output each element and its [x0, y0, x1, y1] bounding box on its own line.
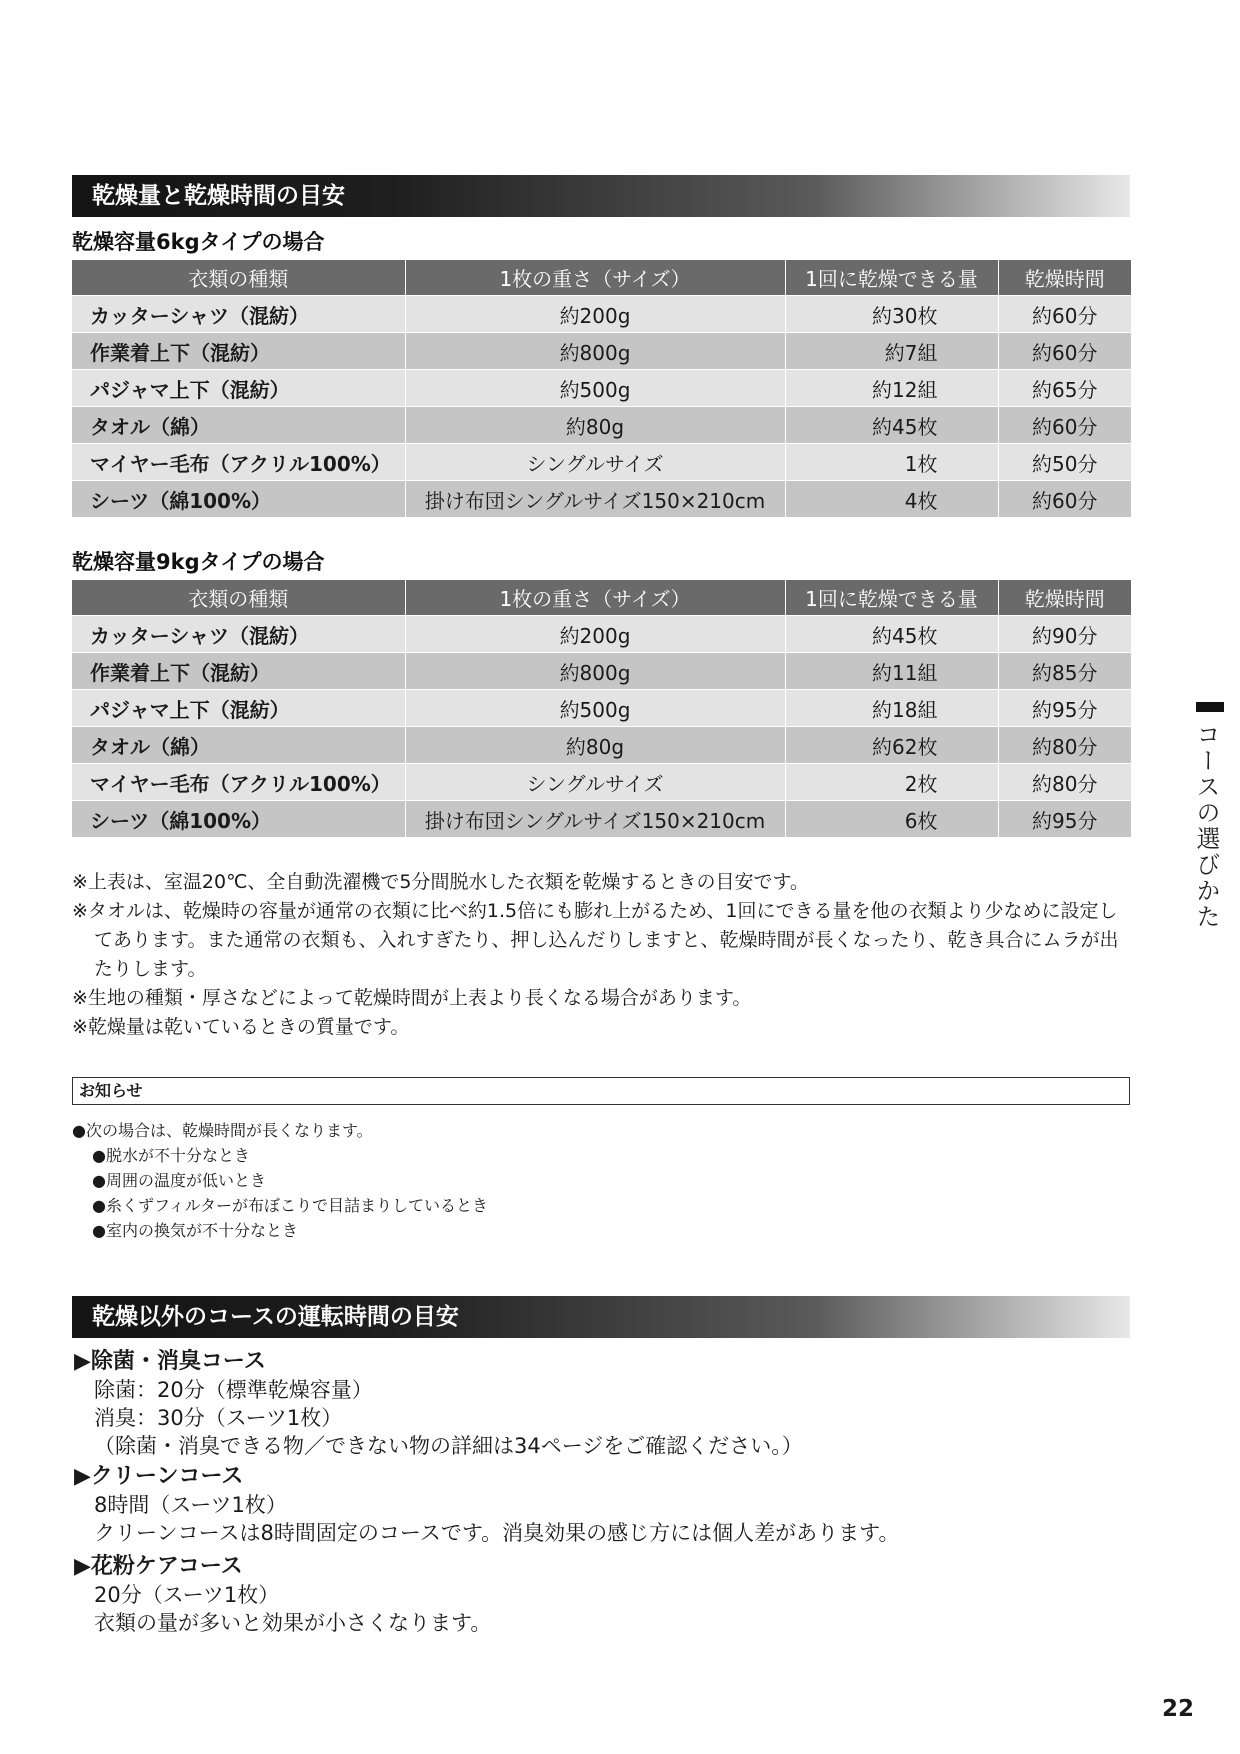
table-row	[72, 333, 1131, 370]
cell-drying-time: 約80分	[998, 727, 1131, 764]
course-line: 消臭：30分（スーツ1枚）	[94, 1406, 343, 1430]
cell-clothing-type: パジャマ上下（混紡）	[72, 370, 405, 407]
notice-lead: ●次の場合は、乾燥時間が長くなります。	[72, 1121, 373, 1140]
table-row	[72, 296, 1131, 333]
cell-drying-time: 約80分	[998, 764, 1131, 801]
table-row	[72, 727, 1131, 764]
header-drying-time: 乾燥時間	[998, 580, 1131, 616]
table-row	[72, 764, 1131, 801]
cell-clothing-type: マイヤー毛布（アクリル100%）	[72, 764, 405, 801]
table-row	[72, 616, 1131, 653]
cell-drying-time: 約60分	[998, 481, 1131, 518]
cell-weight: 約80g	[405, 727, 785, 764]
cell-weight: 掛け布団シングルサイズ150×210cm	[405, 801, 785, 838]
cell-weight: 約200g	[405, 616, 785, 653]
section-title: 乾燥以外のコースの運転時間の目安	[92, 1304, 459, 1330]
side-tab-marker	[1196, 702, 1224, 712]
cell-clothing-type: シーツ（綿100%）	[72, 801, 405, 838]
header-weight: 1枚の重さ（サイズ）	[405, 260, 785, 296]
cell-weight: 約200g	[405, 296, 785, 333]
notice-item: ●脱水が不十分なとき	[92, 1146, 250, 1165]
table-notes	[72, 868, 1132, 1042]
header-clothing-type: 衣類の種類	[72, 580, 405, 616]
cell-clothing-type: 作業着上下（混紡）	[72, 653, 405, 690]
note-item: ※乾燥量は乾いているときの質量です。	[72, 1016, 410, 1038]
table-row	[72, 444, 1131, 481]
course-clean	[74, 1463, 899, 1547]
table-header-row	[72, 580, 1131, 616]
notice-item: ●室内の換気が不十分なとき	[92, 1221, 298, 1240]
course-title: ▶花粉ケアコース	[74, 1554, 243, 1579]
cell-capacity: 約30枚	[785, 296, 998, 333]
cell-weight: 約800g	[405, 653, 785, 690]
header-weight: 1枚の重さ（サイズ）	[405, 580, 785, 616]
notice-item: ●糸くずフィルターが布ぼこりで目詰まりしているとき	[92, 1196, 489, 1215]
header-capacity: 1回に乾燥できる量	[785, 580, 998, 616]
cell-drying-time: 約85分	[998, 653, 1131, 690]
note-item: ※上表は、室温20℃、全自動洗濯機で5分間脱水した衣類を乾燥するときの目安です。	[72, 871, 810, 893]
cell-drying-time: 約50分	[998, 444, 1131, 481]
table-caption-9kg: 乾燥容量9kgタイプの場合	[72, 550, 325, 574]
cell-capacity: 6枚	[785, 801, 998, 838]
table-header-row	[72, 260, 1131, 296]
cell-capacity: 約45枚	[785, 616, 998, 653]
note-item: ※生地の種類・厚さなどによって乾燥時間が上表より長くなる場合があります。	[72, 987, 752, 1009]
cell-drying-time: 約60分	[998, 333, 1131, 370]
table-row	[72, 370, 1131, 407]
cell-capacity: 1枚	[785, 444, 998, 481]
cell-clothing-type: 作業着上下（混紡）	[72, 333, 405, 370]
header-clothing-type: 衣類の種類	[72, 260, 405, 296]
cell-weight: 約500g	[405, 370, 785, 407]
cell-drying-time: 約90分	[998, 616, 1131, 653]
table-row	[72, 690, 1131, 727]
cell-drying-time: 約95分	[998, 801, 1131, 838]
course-line: 20分（スーツ1枚）	[94, 1583, 280, 1607]
header-drying-time: 乾燥時間	[998, 260, 1131, 296]
table-caption-6kg: 乾燥容量6kgタイプの場合	[72, 230, 325, 254]
course-line: 除菌：20分（標準乾燥容量）	[94, 1378, 373, 1402]
cell-capacity: 約12組	[785, 370, 998, 407]
cell-capacity: 約18組	[785, 690, 998, 727]
notice-list	[72, 1118, 488, 1243]
page-number: 22	[1162, 1696, 1195, 1722]
side-tab-label: コースの選びかた	[1192, 722, 1220, 930]
cell-drying-time: 約60分	[998, 407, 1131, 444]
header-capacity: 1回に乾燥できる量	[785, 260, 998, 296]
cell-capacity: 2枚	[785, 764, 998, 801]
cell-weight: 約800g	[405, 333, 785, 370]
course-line: 8時間（スーツ1枚）	[94, 1493, 287, 1517]
notice-title: お知らせ	[79, 1081, 143, 1100]
cell-capacity: 約7組	[785, 333, 998, 370]
course-title: ▶クリーンコース	[74, 1464, 244, 1489]
course-title: ▶除菌・消臭コース	[74, 1349, 266, 1374]
section-header-drying	[72, 175, 1130, 217]
cell-weight: 掛け布団シングルサイズ150×210cm	[405, 481, 785, 518]
cell-weight: シングルサイズ	[405, 764, 785, 801]
cell-drying-time: 約95分	[998, 690, 1131, 727]
course-sterilize-deodorize	[74, 1348, 803, 1460]
cell-clothing-type: タオル（綿）	[72, 407, 405, 444]
cell-weight: 約500g	[405, 690, 785, 727]
table-row	[72, 407, 1131, 444]
cell-capacity: 約45枚	[785, 407, 998, 444]
note-item: ※タオルは、乾燥時の容量が通常の衣類に比べ約1.5倍にも膨れ上がるため、1回にできる量を他の衣類より少なめに設定してあります。また通常の衣類も、入れすぎたり、押し込んだりしますと、乾燥時間が長くなったり、乾き具合にムラが出たりします。	[72, 900, 1119, 980]
notice-heading-box	[72, 1077, 1130, 1105]
drying-table-6kg	[72, 260, 1131, 517]
cell-capacity: 約11組	[785, 653, 998, 690]
course-line: （除菌・消臭できる物／できない物の詳細は34ページをご確認ください。）	[94, 1434, 803, 1458]
cell-clothing-type: マイヤー毛布（アクリル100%）	[72, 444, 405, 481]
cell-clothing-type: カッターシャツ（混紡）	[72, 296, 405, 333]
cell-clothing-type: カッターシャツ（混紡）	[72, 616, 405, 653]
cell-drying-time: 約60分	[998, 296, 1131, 333]
table-row	[72, 481, 1131, 518]
notice-item: ●周囲の温度が低いとき	[92, 1171, 266, 1190]
drying-table-9kg	[72, 580, 1131, 837]
table-row	[72, 653, 1131, 690]
cell-clothing-type: シーツ（綿100%）	[72, 481, 405, 518]
cell-capacity: 4枚	[785, 481, 998, 518]
section-header-other-courses	[72, 1296, 1130, 1338]
cell-capacity: 約62枚	[785, 727, 998, 764]
section-title: 乾燥量と乾燥時間の目安	[92, 183, 345, 209]
cell-clothing-type: タオル（綿）	[72, 727, 405, 764]
cell-drying-time: 約65分	[998, 370, 1131, 407]
course-line: クリーンコースは8時間固定のコースです。消臭効果の感じ方には個人差があります。	[94, 1521, 900, 1545]
course-pollen-care	[74, 1553, 491, 1637]
table-row	[72, 801, 1131, 838]
cell-clothing-type: パジャマ上下（混紡）	[72, 690, 405, 727]
cell-weight: 約80g	[405, 407, 785, 444]
course-line: 衣類の量が多いと効果が小さくなります。	[94, 1611, 492, 1635]
cell-weight: シングルサイズ	[405, 444, 785, 481]
